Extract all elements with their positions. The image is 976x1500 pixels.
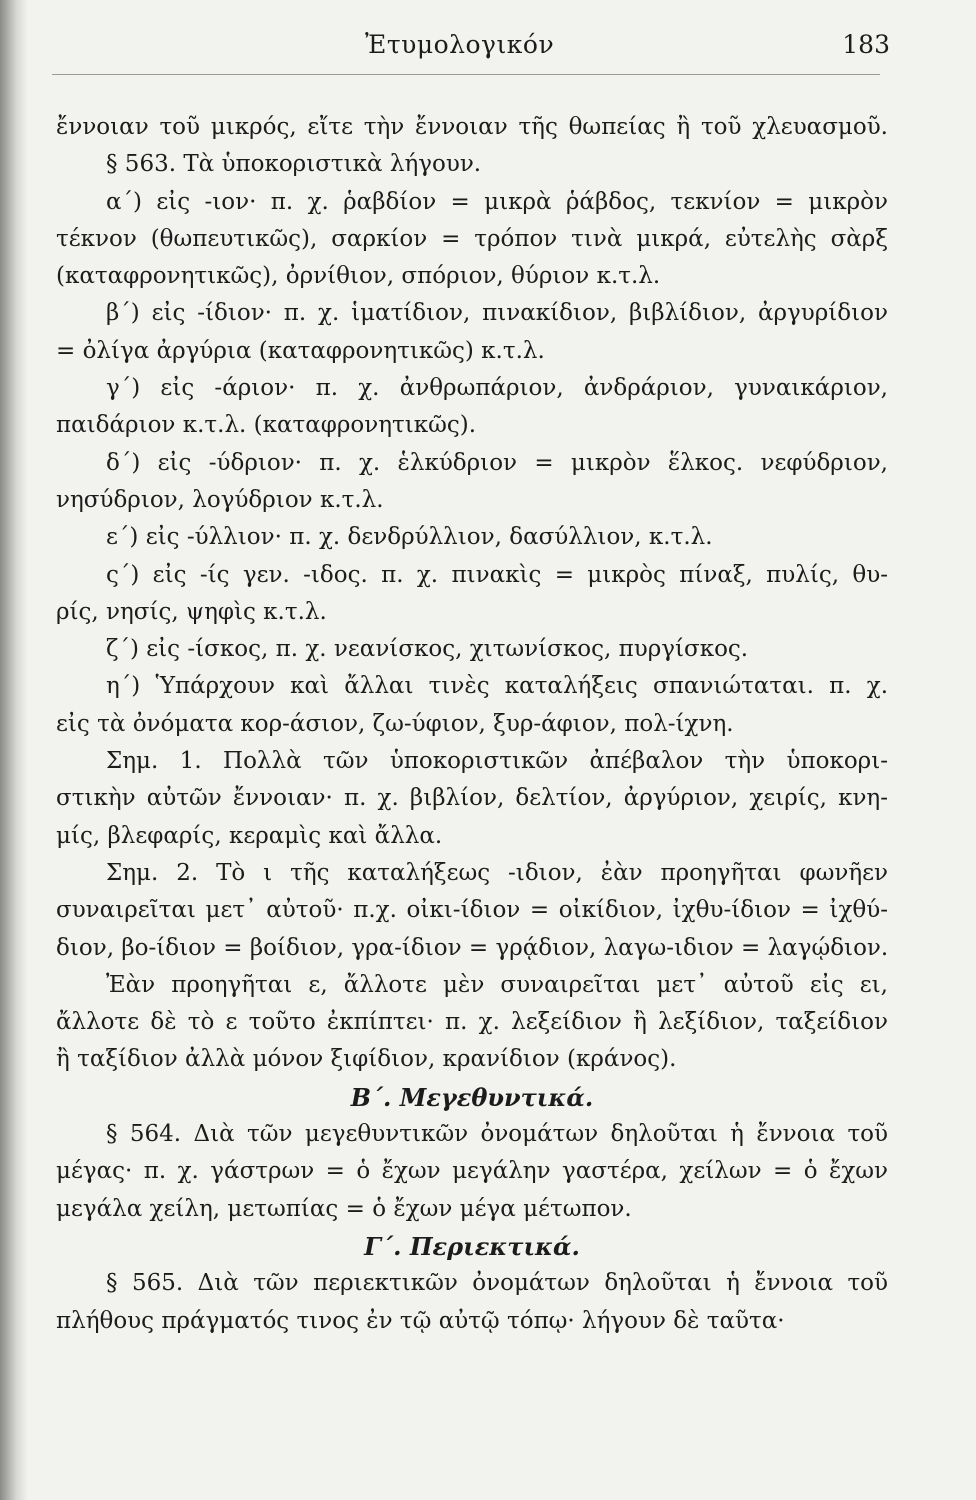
body-text: [56, 109, 888, 1340]
text-line: ε΄) εἰς -ύλλιον· π. χ. δενδρύλλιον, δασύλλιον, κ.τ.λ.: [106, 524, 713, 551]
header-rule: [52, 74, 880, 75]
section-heading-563: § 563. Τὰ ὑποκοριστικὰ λήγουν.: [106, 151, 482, 178]
text-line: συναιρεῖται μετ᾽ αὐτοῦ· π.χ. οἰκι-ίδιον = οἰκίδιον, ἰχθυ-ίδιον = ἰχθύ-: [56, 897, 888, 924]
text-line: = ὀλίγα ἀργύρια (καταφρονητικῶς) κ.τ.λ.: [56, 337, 545, 364]
subheading-megethyntika: Β΄. Μεγεθυντικά.: [350, 1082, 594, 1112]
text-line: παιδάριον κ.τ.λ. (καταφρονητικῶς).: [56, 412, 477, 439]
text-line: εἰς τὰ ὀνόματα κορ-άσιον, ζω-ύφιον, ξυρ-άφιον, πολ-ίχνη.: [56, 710, 734, 737]
text-line: α΄) εἰς -ιον· π. χ. ῥαβδίον = μικρὰ ῥάβδος, τεκνίον = μικρὸν: [106, 188, 888, 215]
text-line: νησύδριον, λογύδριον κ.τ.λ.: [56, 486, 384, 513]
text-line: δ΄) εἰς -ύδριον· π. χ. ἑλκύδριον = μικρὸν ἕλκος. νεφύδριον,: [106, 449, 888, 476]
text-line: β΄) εἰς -ίδιον· π. χ. ἱματίδιον, πινακίδιον, βιβλίδιον, ἀργυρίδιον: [106, 300, 888, 327]
note-2: Σημ. 2. Τὸ ι τῆς καταλήξεως -ιδιον, ἐὰν προηγῆται φωνῆεν: [106, 859, 888, 886]
text-line: γ΄) εἰς -άριον· π. χ. ἀνθρωπάριον, ἀνδράριον, γυναικάριον,: [106, 375, 888, 402]
text-line: η΄) Ὑπάρχουν καὶ ἄλλαι τινὲς καταλήξεις σπανιώταται. π. χ.: [106, 673, 888, 700]
text-line: (καταφρονητικῶς), ὀρνίθιον, σπόριον, θύριον κ.τ.λ.: [56, 263, 661, 290]
text-line: μέγας· π. χ. γάστρων = ὁ ἔχων μεγάλην γαστέρα, χείλων = ὁ ἔχων: [56, 1158, 888, 1185]
section-heading-564: § 564. Διὰ τῶν μεγεθυντικῶν ὀνομάτων δηλοῦται ἡ ἔννοια τοῦ: [106, 1121, 888, 1148]
page-spine-shadow: [0, 0, 28, 1500]
text-line: Ἐὰν προηγῆται ε, ἄλλοτε μὲν συναιρεῖται μετ᾽ αὐτοῦ εἰς ει,: [106, 971, 888, 998]
text-line: τέκνον (θωπευτικῶς), σαρκίον = τρόπον τινὰ μικρά, εὐτελὴς σὰρξ: [56, 225, 888, 252]
text-line: ρίς, νησίς, ψηφὶς κ.τ.λ.: [56, 598, 327, 625]
running-title: Ἐτυμολογικόν: [365, 30, 555, 59]
text-line: πλήθους πράγματός τινος ἐν τῷ αὐτῷ τόπῳ· λήγουν δὲ ταῦτα·: [56, 1307, 785, 1334]
running-header: [60, 30, 890, 70]
text-line: ζ΄) εἰς -ίσκος, π. χ. νεανίσκος, χιτωνίσκος, πυργίσκος.: [106, 636, 749, 663]
text-line: στικὴν αὐτῶν ἔννοιαν· π. χ. βιβλίον, δελτίον, ἀργύριον, χειρίς, κνη-: [56, 785, 888, 812]
text-line: μεγάλα χείλη, μετωπίας = ὁ ἔχων μέγα μέτωπον.: [56, 1195, 632, 1222]
text-line: ἄλλοτε δὲ τὸ ε τοῦτο ἐκπίπτει· π. χ. λεξείδιον ἢ λεξίδιον, ταξείδιον: [56, 1009, 888, 1036]
text-line: διον, βο-ίδιον = βοίδιον, γρα-ίδιον = γρᾴδιον, λαγω-ιδιον = λαγῴδιον.: [56, 934, 888, 961]
text-line: ἢ ταξίδιον ἀλλὰ μόνον ξιφίδιον, κρανίδιον (κράνος).: [56, 1046, 677, 1073]
subheading-periektika: Γ΄. Περιεκτικά.: [364, 1231, 580, 1261]
note-1: Σημ. 1. Πολλὰ τῶν ὑποκοριστικῶν ἀπέβαλον τὴν ὑποκορι-: [106, 748, 888, 775]
page-number: 183: [842, 30, 890, 59]
text-line: ἔννοιαν τοῦ μικρός, εἴτε τὴν ἔννοιαν τῆς θωπείας ἢ τοῦ χλευασμοῦ.: [56, 114, 888, 140]
text-line: ς΄) εἰς -ίς γεν. -ιδος. π. χ. πινακὶς = μικρὸς πίναξ, πυλίς, θυ-: [106, 561, 888, 588]
section-heading-565: § 565. Διὰ τῶν περιεκτικῶν ὀνομάτων δηλοῦται ἡ ἔννοια τοῦ: [106, 1270, 888, 1297]
text-line: μίς, βλεφαρίς, κεραμὶς καὶ ἄλλα.: [56, 822, 443, 849]
